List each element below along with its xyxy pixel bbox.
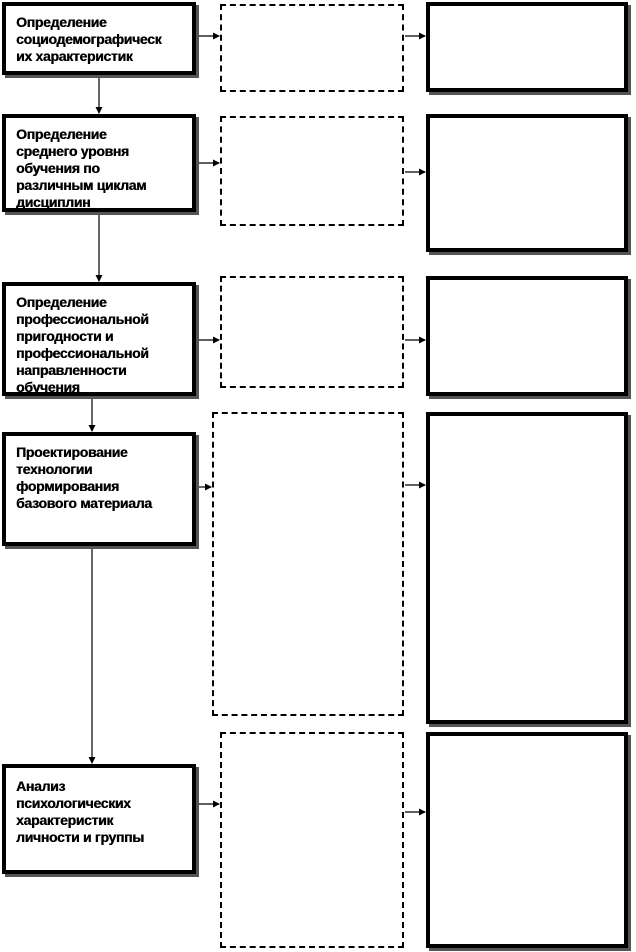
step-box-4 <box>2 432 196 546</box>
step-box-2 <box>2 114 196 212</box>
result-box-1 <box>426 2 628 92</box>
step-box-3 <box>2 282 196 396</box>
step-box-1 <box>2 2 196 75</box>
dashed-box-3 <box>220 276 404 388</box>
dashed-box-1 <box>220 4 404 92</box>
result-box-4 <box>426 412 628 724</box>
result-box-5 <box>426 732 628 948</box>
result-box-3 <box>426 276 628 396</box>
step-label-3: Определение профессиональной пригодности и профессиональной направленности обучения <box>16 294 149 395</box>
step-label-2: Определение среднего уровня обучения по различным циклам дисциплин <box>16 126 147 210</box>
step-label-5: Анализ психологических характеристик личности и группы <box>16 778 144 845</box>
step-label-1: Определение социодемографическ их характеристик <box>16 14 162 64</box>
dashed-box-5 <box>220 732 404 948</box>
step-box-5 <box>2 764 196 874</box>
step-label-4: Проектирование технологии формирования базового материала <box>16 444 152 511</box>
dashed-box-4 <box>212 412 404 716</box>
dashed-box-2 <box>220 116 404 226</box>
result-box-2 <box>426 114 628 252</box>
